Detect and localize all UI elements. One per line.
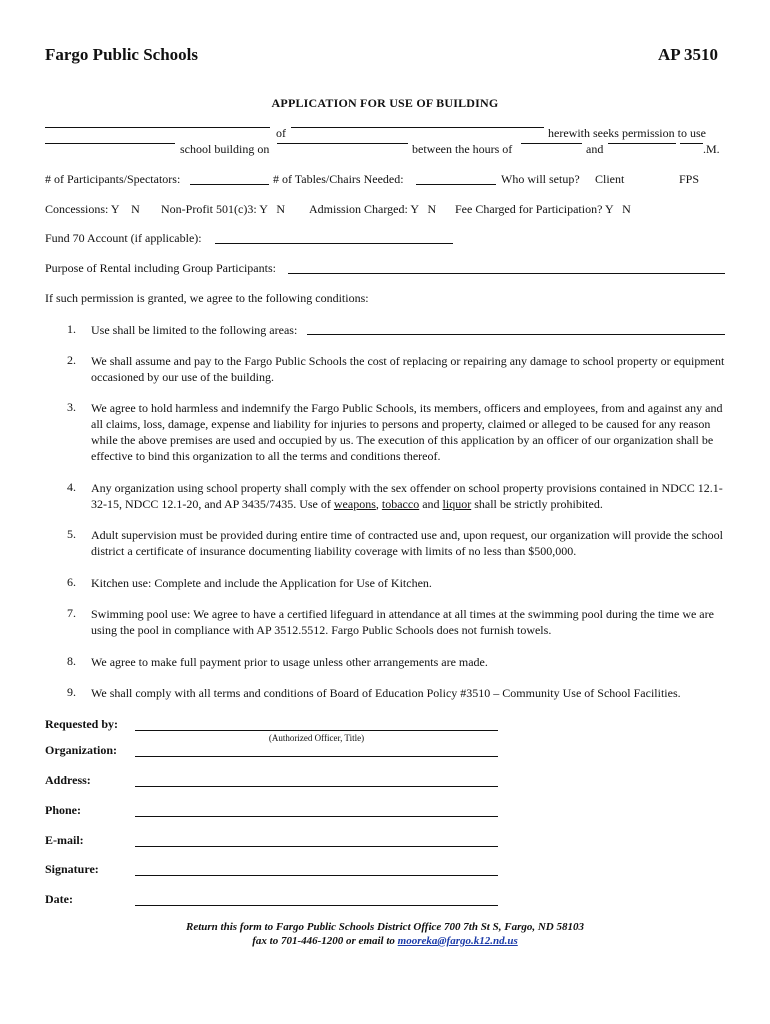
applicant-name-field[interactable] [45,127,270,128]
nonprofit-option[interactable]: Non-Profit 501(c)3: Y N [161,202,286,216]
setup-option-fps[interactable]: FPS [679,172,700,186]
participants-label: # of Participants/Spectators: [45,172,181,186]
date-field[interactable] [277,143,408,144]
date-label: Date: [45,892,73,906]
email-input[interactable] [135,846,498,847]
purpose-field[interactable] [288,273,725,274]
condition-text: Use shall be limited to the following areas: [91,323,298,337]
form-title: APPLICATION FOR USE OF BUILDING [271,96,499,110]
weapons-word: weapons [333,497,376,511]
condition-text: We shall comply with all terms and conditions of Board of Education Policy #3510 – Community Use of School Facilities. [91,686,681,700]
address-label: Address: [45,773,91,787]
organization-input[interactable] [135,756,498,757]
liquor-word: liquor [442,497,472,511]
am-pm-field[interactable] [680,143,703,144]
organization-field[interactable] [291,127,544,128]
intro-building-text: school building on [180,142,270,156]
school-building-field[interactable] [45,143,175,144]
fee-option[interactable]: Fee Charged for Participation? Y N [455,202,631,216]
fund-field[interactable] [215,243,453,244]
condition-number: 6. [67,575,76,589]
tobacco-word: tobacco [381,497,420,511]
organization-label: Organization: [45,743,117,757]
condition-number: 5. [67,527,76,541]
intro-between-text: between the hours of [412,142,513,156]
condition-number: 3. [67,400,76,414]
admission-option[interactable]: Admission Charged: Y N [309,202,437,216]
intro-and-text: and [586,142,604,156]
condition-text: Swimming pool use: We agree to have a certified lifeguard in attendance at all times at the swimming pool during the time we are using the pool in compliance with AP 3512.5512. Fargo Public Schools does not furnish towels. [91,607,714,637]
condition-text-part: shall be strictly prohibited. [471,497,603,511]
condition-text: We shall assume and pay to the Fargo Public Schools the cost of replacing or repairing any damage to school property or equipment occasioned by our use of the building. [91,354,725,384]
condition-number: 2. [67,353,76,367]
setup-option-client[interactable]: Client [595,172,625,186]
condition-number: 4. [67,480,76,494]
fund-label: Fund 70 Account (if applicable): [45,231,202,245]
contact-instructions [0,935,770,947]
requested-by-field[interactable] [135,730,498,731]
phone-label: Phone: [45,803,81,817]
condition-text: We agree to make full payment prior to usage unless other arrangements are made. [91,655,488,669]
return-instructions: Return this form to Fargo Public Schools District Office 700 7th St S, Fargo, ND 58103 [186,921,584,933]
separator: , [375,497,382,511]
address-input[interactable] [135,786,498,787]
condition-number: 7. [67,606,76,620]
phone-input[interactable] [135,816,498,817]
condition-number: 1. [67,322,76,336]
intro-of-text: of [276,126,286,140]
purpose-label: Purpose of Rental including Group Participants: [45,261,276,275]
date-input[interactable] [135,905,498,906]
fax-text: fax to 701-446-1200 or email to [252,935,398,947]
condition-text: We agree to hold harmless and indemnify the Fargo Public Schools, its members, officers and employees, from and against any and all claims, loss, damage, expense and liability for injuries to persons and property, claimed or alleged to be caused for any reason while the above premises are used and occupied by us. The execution of this application by an officer of our organization shall be effective to bind this organization to all the terms and conditions thereof. [91,401,723,463]
requested-by-label: Requested by: [45,717,119,731]
end-time-field[interactable] [608,143,676,144]
signature-input[interactable] [135,875,498,876]
setup-label: Who will setup? [501,172,580,186]
condition-number: 8. [67,654,76,668]
signature-label: Signature: [45,862,99,876]
conditions-intro: If such permission is granted, we agree to the following conditions: [45,291,369,305]
organization-name: Fargo Public Schools [45,45,199,64]
intro-m-text: .M. [703,142,720,156]
condition-text-part: Any organization using school property shall comply with the sex offender on school property provisions contained in NDCC 12.1-32-15, NDCC 12.1-20, and AP 3435/7435. Use of [91,481,723,511]
policy-code: AP 3510 [658,45,718,64]
separator: and [419,497,443,511]
tables-field[interactable] [416,184,496,185]
participants-field[interactable] [190,184,269,185]
condition-text [91,480,727,512]
condition-number: 9. [67,685,76,699]
areas-field[interactable] [307,334,725,335]
officer-note: (Authorized Officer, Title) [268,733,365,743]
email-link[interactable]: mooreka@fargo.k12.nd.us [397,935,518,947]
condition-text: Kitchen use: Complete and include the Application for Use of Kitchen. [91,576,432,590]
tables-label: # of Tables/Chairs Needed: [273,172,404,186]
concessions-option[interactable]: Concessions: Y N [45,202,140,216]
email-label: E-mail: [45,833,84,847]
condition-text: Adult supervision must be provided during entire time of contracted use and, upon request, our organization will provide the school district a certificate of insurance documenting liability coverage with limits of no less than $500,000. [91,528,723,558]
intro-seeks-text: herewith seeks permission to use [548,126,706,140]
start-time-field[interactable] [521,143,582,144]
